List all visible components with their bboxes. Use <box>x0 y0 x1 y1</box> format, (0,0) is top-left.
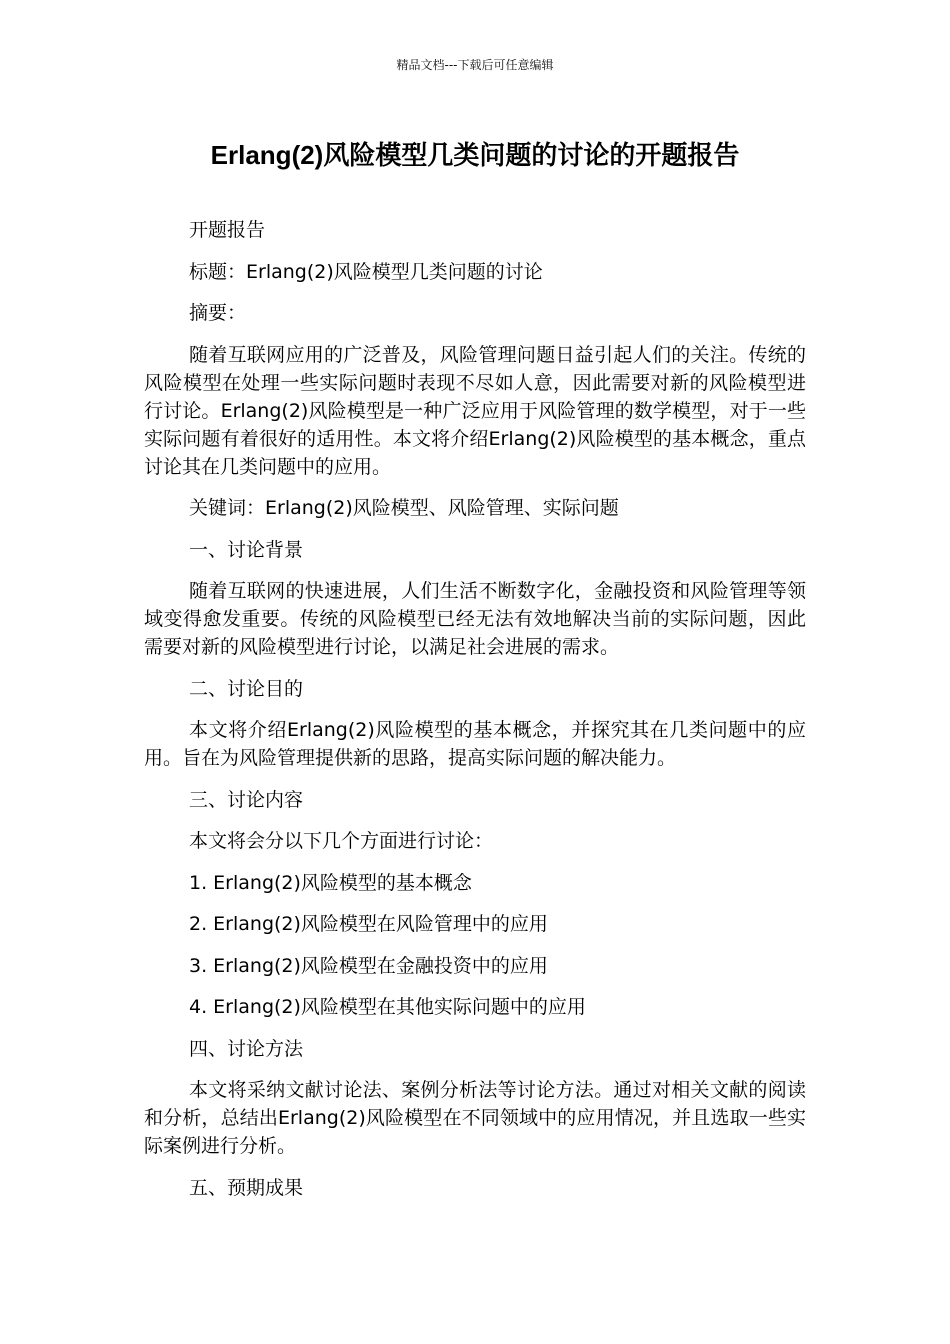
list-item: 3. Erlang(2)风险模型在金融投资中的应用 <box>189 954 548 977</box>
section-heading-background: 一、讨论背景 <box>189 538 304 561</box>
section-heading-content: 三、讨论内容 <box>189 788 304 811</box>
document-body <box>144 216 806 1215</box>
content-intro: 本文将会分以下几个方面进行讨论： <box>189 830 494 852</box>
method-paragraph: 本文将采纳文献讨论法、案例分析法等讨论方法。通过对相关文献的阅读和分析，总结出Erlang(2)风险模型在不同领域中的应用情况，并且选取一些实际案例进行分析。 <box>144 1079 806 1157</box>
background-paragraph: 随着互联网的快速进展，人们生活不断数字化，金融投资和风险管理等领域变得愈发重要。传统的风险模型已经无法有效地解决当前的实际问题，因此需要对新的风险模型进行讨论，以满足社会进展的需求。 <box>144 580 806 658</box>
document-title: Erlang(2)风险模型几类问题的讨论的开题报告 <box>210 140 740 170</box>
abstract-paragraph: 随着互联网应用的广泛普及，风险管理问题日益引起人们的关注。传统的风险模型在处理一些实际问题时表现不尽如人意，因此需要对新的风险模型进行讨论。Erlang(2)风险模型是一种广泛应用于风险管理的数学模型，对于一些实际问题有着很好的适用性。本文将介绍Erlang(2)风险模型的基本概念，重点讨论其在几类问题中的应用。 <box>144 343 806 478</box>
abstract-heading: 摘要： <box>189 302 247 324</box>
page-header-note: 精品文档---下载后可任意编辑 <box>396 58 554 72</box>
list-item: 1. Erlang(2)风险模型的基本概念 <box>189 871 472 894</box>
section-heading-purpose: 二、讨论目的 <box>189 677 304 700</box>
section-heading-results: 五、预期成果 <box>189 1176 304 1199</box>
keywords-line: 关键词：Erlang(2)风险模型、风险管理、实际问题 <box>189 497 619 519</box>
list-item: 2. Erlang(2)风险模型在风险管理中的应用 <box>189 913 548 935</box>
purpose-paragraph: 本文将介绍Erlang(2)风险模型的基本概念，并探究其在几类问题中的应用。旨在为风险管理提供新的思路，提高实际问题的解决能力。 <box>144 719 806 769</box>
list-item: 4. Erlang(2)风险模型在其他实际问题中的应用 <box>189 996 586 1018</box>
section-heading-method: 四、讨论方法 <box>189 1037 304 1060</box>
section-label: 开题报告 <box>189 219 266 241</box>
topic-line: 标题：Erlang(2)风险模型几类问题的讨论 <box>189 260 543 283</box>
